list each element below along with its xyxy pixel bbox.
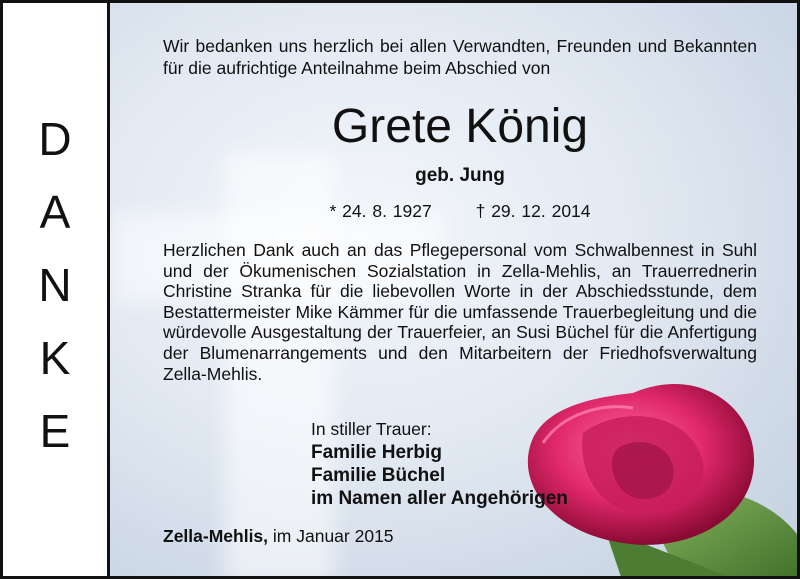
danke-letter: N (38, 259, 72, 311)
danke-letter: E (39, 405, 71, 457)
danke-letter: K (39, 332, 71, 384)
mourning-label: In stiller Trauer: (311, 419, 432, 439)
deceased-name: Grete König (331, 100, 589, 153)
place-name: Zella-Mehlis, (163, 526, 269, 546)
place-date (163, 526, 394, 547)
family-line: im Namen aller Angehörigen (311, 488, 568, 509)
family-line: Familie Herbig (311, 442, 442, 463)
family-line: Familie Büchel (311, 465, 446, 486)
birth-date: * 24. 8. 1927 (329, 201, 432, 221)
birth-name: geb. Jung (415, 165, 505, 186)
death-date: † 29. 12. 2014 (475, 201, 591, 221)
danke-vertical-title (3, 103, 107, 468)
danke-letter: D (38, 113, 72, 165)
date-text: im Januar 2015 (272, 526, 394, 546)
danke-letter: A (39, 186, 71, 238)
family-list (311, 441, 568, 510)
intro-text: Wir bedanken uns herzlich bei allen Verwandten, Freunden und Bekannten für die aufrichtige Anteilnahme beim Abschied von (163, 36, 757, 78)
life-dates (163, 201, 757, 222)
thanks-text: Herzlichen Dank auch an das Pflegepersonal vom Schwalbennest in Suhl und der Ökumenischen Sozialstation in Zella-Mehlis, an Trauerrednerin Christine Stranka für die liebevollen Worte in der Abschiedsstunde, dem Bestattermeister Mike Kämmer für die umfassende Trauerbegleitung und die würdevolle Ausgestaltung der Trauerfeier, an Susi Büchel für die Anfertigung der Blumenarrangements und den Mitarbeitern der Friedhofsverwaltung Zella-Mehlis. (163, 240, 757, 384)
sidebar (3, 3, 110, 576)
